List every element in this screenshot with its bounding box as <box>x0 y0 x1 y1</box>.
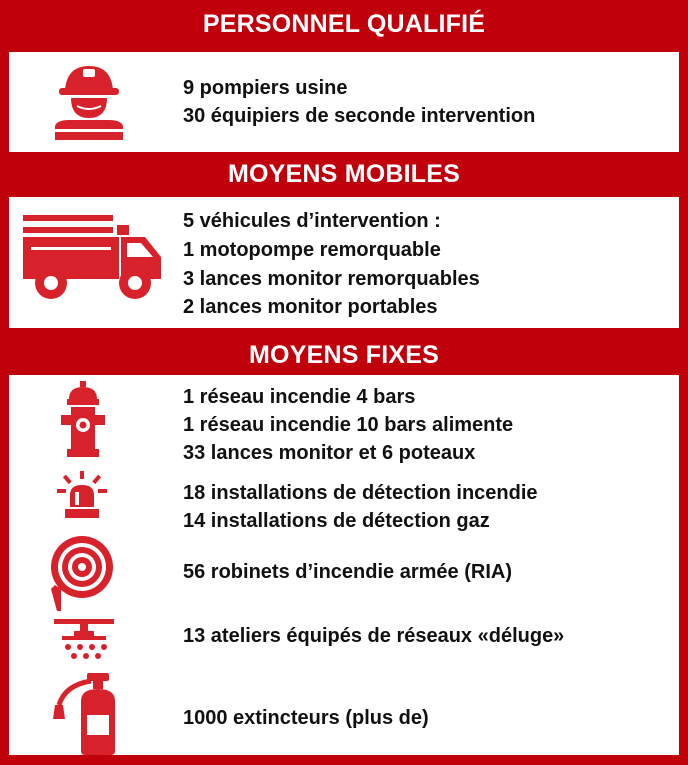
section-title-personnel: PERSONNEL QUALIFIÉ <box>202 10 486 38</box>
fixes-detection-line-1: 18 installations de détection incendie <box>183 482 538 504</box>
fixes-detection-line-2: 14 installations de détection gaz <box>183 510 490 532</box>
mobiles-line-2: 1 motopompe remorquable <box>183 239 441 261</box>
mobiles-line-1: 5 véhicules d’intervention : <box>183 210 441 232</box>
personnel-line-2: 30 équipiers de seconde intervention <box>183 105 536 127</box>
fixes-hydrant-line-3: 33 lances monitor et 6 poteaux <box>183 442 476 464</box>
mobiles-line-4: 2 lances monitor portables <box>183 296 438 318</box>
fire-truck-icon <box>21 211 163 303</box>
panel-mobiles <box>9 197 679 328</box>
personnel-line-1: 9 pompiers usine <box>183 77 348 99</box>
fire-extinguisher-icon <box>51 671 117 755</box>
fixes-hydrant-line-2: 1 réseau incendie 10 bars alimente <box>183 414 514 436</box>
fire-hydrant-icon <box>61 381 105 457</box>
sprinkler-icon <box>54 619 114 665</box>
fixes-extinguisher-line: 1000 extincteurs (plus de) <box>183 707 429 729</box>
mobiles-line-3: 3 lances monitor remorquables <box>183 268 480 290</box>
section-title-mobiles: MOYENS MOBILES <box>228 160 460 188</box>
panel-personnel <box>9 52 679 152</box>
fixes-hydrant-line-1: 1 réseau incendie 4 bars <box>183 386 416 408</box>
fixes-deluge-line: 13 ateliers équipés de réseaux «déluge» <box>183 625 565 647</box>
fire-hose-reel-icon <box>49 535 115 611</box>
firefighter-icon <box>49 60 129 140</box>
panel-fixes <box>9 375 679 755</box>
fixes-ria-line: 56 robinets d’incendie armée (RIA) <box>183 561 512 583</box>
alarm-beacon-icon <box>57 471 107 519</box>
section-title-fixes: MOYENS FIXES <box>249 341 439 369</box>
